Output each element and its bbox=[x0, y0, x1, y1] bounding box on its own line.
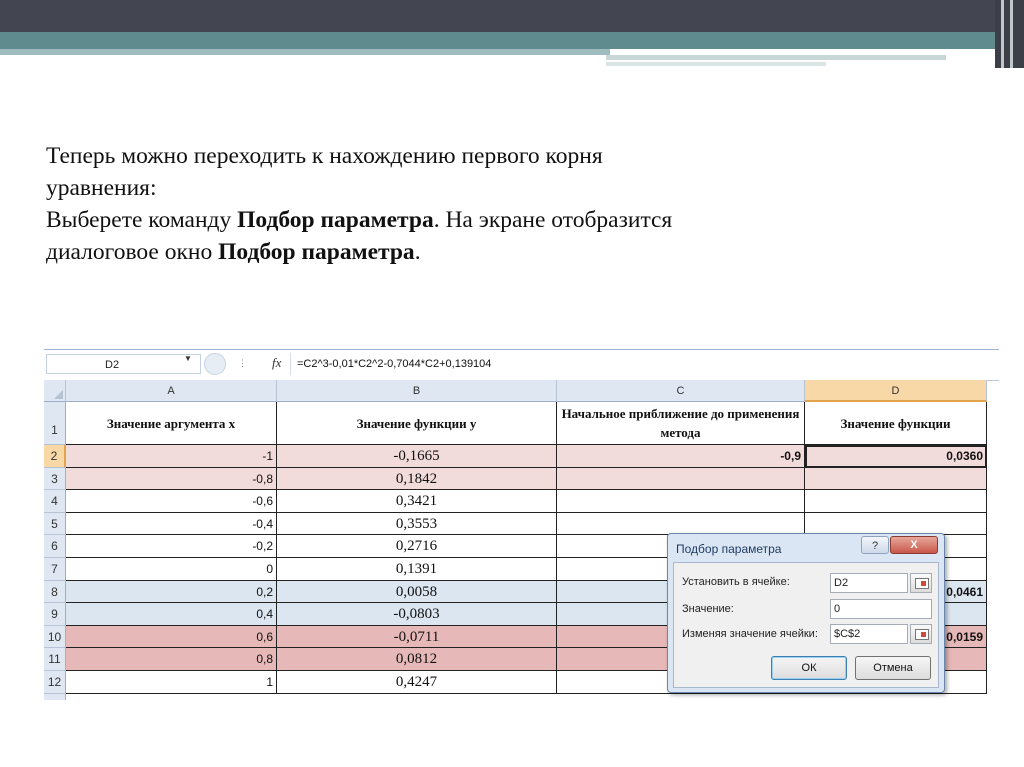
slide-header-accent bbox=[0, 32, 1024, 49]
column-header-b[interactable]: B bbox=[277, 380, 557, 402]
cell-y[interactable]: 0,0058 bbox=[277, 581, 557, 604]
cell-y[interactable]: 0,4247 bbox=[277, 671, 557, 694]
slide-header-accent-light bbox=[0, 49, 610, 55]
cell-y[interactable]: -0,0711 bbox=[277, 626, 557, 649]
set-cell-label: Установить в ячейке: bbox=[682, 576, 790, 588]
cell-x[interactable]: -0,8 bbox=[66, 468, 277, 491]
value-label: Значение: bbox=[682, 603, 734, 615]
formula-bar-expand-icon[interactable] bbox=[204, 353, 226, 375]
ok-button[interactable]: ОК bbox=[771, 656, 847, 680]
row-header-7[interactable]: 7 bbox=[44, 558, 66, 581]
row-header-8[interactable]: 8 bbox=[44, 581, 66, 604]
row-header-3[interactable]: 3 bbox=[44, 468, 66, 491]
column-title-d[interactable]: Значение функции bbox=[805, 402, 987, 445]
cell-function-value[interactable] bbox=[805, 513, 987, 536]
slide-header-line-2 bbox=[606, 62, 826, 66]
cell-function-value[interactable]: 0,0159 bbox=[805, 626, 987, 649]
column-header-d[interactable]: D bbox=[805, 380, 987, 402]
changing-cell-input[interactable]: $C$2 bbox=[830, 624, 908, 644]
set-cell-range-picker-icon[interactable] bbox=[910, 573, 932, 593]
changing-cell-range-picker-icon[interactable] bbox=[910, 624, 932, 644]
row-header-partial bbox=[44, 694, 66, 700]
cell-x[interactable]: -0,6 bbox=[66, 490, 277, 513]
name-box-dropdown-icon[interactable]: ▼ bbox=[184, 354, 192, 363]
select-all-button[interactable] bbox=[44, 380, 66, 402]
cell-function-value[interactable]: 0,0360 bbox=[805, 445, 987, 468]
changing-cell-label: Изменяя значение ячейки: bbox=[682, 628, 818, 640]
cell-x[interactable]: 0,8 bbox=[66, 648, 277, 671]
column-header-a[interactable]: A bbox=[66, 380, 277, 402]
cell-y[interactable]: -0,0803 bbox=[277, 603, 557, 626]
cell-y[interactable]: 0,3553 bbox=[277, 513, 557, 536]
slide-body-text: Теперь можно переходить к нахождению первого корня уравнения: Выберете команду Подбор параметра. На экране отобразится диалоговое окно Подбор параметра. bbox=[46, 143, 673, 265]
close-button[interactable]: X bbox=[890, 536, 938, 554]
cell-function-value[interactable] bbox=[805, 490, 987, 513]
cell-x[interactable]: 0,4 bbox=[66, 603, 277, 626]
formula-bar-grip-icon: ⋮ bbox=[238, 358, 247, 368]
cancel-button[interactable]: Отмена bbox=[855, 656, 931, 680]
cell-x[interactable]: 0,6 bbox=[66, 626, 277, 649]
cell-y[interactable]: 0,0812 bbox=[277, 648, 557, 671]
column-title-a[interactable]: Значение аргумента x bbox=[66, 402, 277, 445]
cell-x[interactable]: 0 bbox=[66, 558, 277, 581]
cell-y[interactable]: 0,3421 bbox=[277, 490, 557, 513]
insert-function-icon[interactable]: fx bbox=[272, 355, 282, 370]
row-header-1[interactable]: 1 bbox=[44, 402, 66, 445]
row-header-12[interactable]: 12 bbox=[44, 671, 66, 694]
cell-initial-approx[interactable]: -0,9 bbox=[557, 445, 805, 468]
slide-header-bar bbox=[0, 0, 1024, 32]
row-header-9[interactable]: 9 bbox=[44, 603, 66, 626]
slide-header-line bbox=[606, 55, 946, 60]
cell-x[interactable]: 1 bbox=[66, 671, 277, 694]
goal-seek-dialog bbox=[667, 533, 945, 693]
column-header-c[interactable]: C bbox=[557, 380, 805, 402]
slide-corner-stripe bbox=[1010, 0, 1013, 68]
row-header-10[interactable]: 10 bbox=[44, 626, 66, 649]
cell-initial-approx[interactable] bbox=[557, 513, 805, 536]
cell-x[interactable]: -0,4 bbox=[66, 513, 277, 536]
cell-initial-approx[interactable] bbox=[557, 468, 805, 491]
cell-function-value[interactable] bbox=[805, 468, 987, 491]
formula-input[interactable]: =C2^3-0,01*C2^2-0,7044*C2+0,139104 bbox=[290, 353, 998, 375]
formula-bar bbox=[44, 349, 999, 381]
cell-y[interactable]: 0,2716 bbox=[277, 535, 557, 558]
dialog-title: Подбор параметра bbox=[676, 542, 782, 556]
set-cell-input[interactable]: D2 bbox=[830, 573, 908, 593]
cell-function-value[interactable]: 0,0461 bbox=[805, 581, 987, 604]
cell-y[interactable]: 0,1842 bbox=[277, 468, 557, 491]
cell-x[interactable]: 0,2 bbox=[66, 581, 277, 604]
help-button[interactable]: ? bbox=[861, 536, 889, 554]
cell-x[interactable]: -1 bbox=[66, 445, 277, 468]
cell-x[interactable]: -0,2 bbox=[66, 535, 277, 558]
cell-y[interactable]: -0,1665 bbox=[277, 445, 557, 468]
cell-initial-approx[interactable] bbox=[557, 490, 805, 513]
value-input[interactable]: 0 bbox=[830, 599, 932, 619]
column-title-b[interactable]: Значение функции y bbox=[277, 402, 557, 445]
name-box[interactable]: D2 bbox=[46, 354, 201, 374]
cell-y[interactable]: 0,1391 bbox=[277, 558, 557, 581]
row-header-11[interactable]: 11 bbox=[44, 648, 66, 671]
row-header-4[interactable]: 4 bbox=[44, 490, 66, 513]
slide-corner-stripe bbox=[1001, 0, 1004, 68]
row-header-2[interactable]: 2 bbox=[44, 445, 66, 468]
row-header-5[interactable]: 5 bbox=[44, 513, 66, 536]
column-title-c[interactable]: Начальное приближение до применения метода bbox=[557, 402, 805, 445]
row-header-6[interactable]: 6 bbox=[44, 535, 66, 558]
dialog-body bbox=[673, 562, 939, 688]
